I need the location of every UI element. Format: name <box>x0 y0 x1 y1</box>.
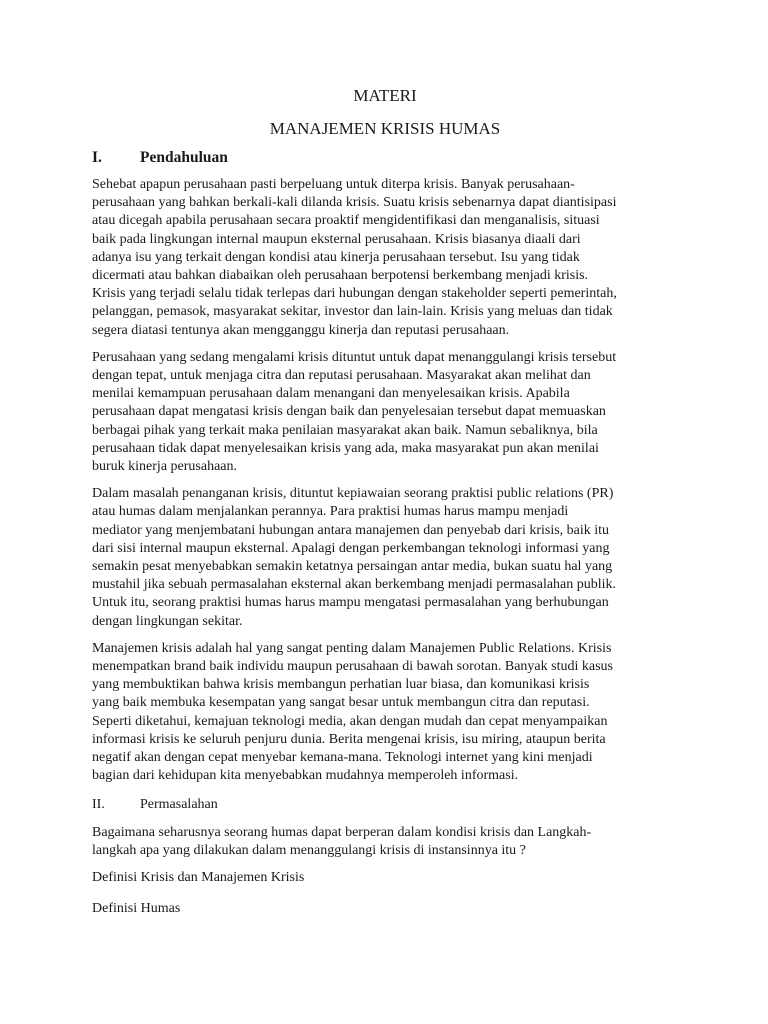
paragraph-line: menempatkan brand baik individu maupun perusahaan di bawah sorotan. Banyak studi kasus <box>92 659 613 675</box>
section-number: II. <box>92 796 105 812</box>
paragraph-line: mustahil jika sebuah permasalahan eksternal akan berkembang menjadi permasalahan publik. <box>92 577 617 593</box>
intro-paragraphs <box>92 176 678 786</box>
subheading-definisi-krisis: Definisi Krisis dan Manajemen Krisis <box>92 869 305 885</box>
body-paragraph <box>92 176 678 340</box>
paragraph-line: perusahaan dapat mengatasi krisis dengan baik dan penyelesaian tersebut dapat memuaskan <box>92 404 606 420</box>
body-paragraph <box>92 640 678 786</box>
paragraph-line: yang baik membuka kesempatan yang sangat besar untuk membangun citra dan reputasi. <box>92 695 590 711</box>
permasalahan-paragraph <box>92 824 678 860</box>
paragraph-line: bagian dari kehidupan kita menyebabkan mudahnya memperoleh informasi. <box>92 768 519 784</box>
body-paragraph <box>92 485 678 631</box>
section-number: I. <box>92 149 102 166</box>
paragraph-line: berbagai pihak yang terkait maka penilaian masyarakat akan baik. Namun sebaliknya, bila <box>92 422 598 438</box>
paragraph-line: baik pada lingkungan internal maupun eksternal perusahaan. Krisis biasanya diaali dari <box>92 231 581 247</box>
paragraph-line: adanya isu yang terkait dengan kondisi atau kinerja perusahaan tersebut. Isu yang tidak <box>92 249 580 265</box>
section-heading-permasalahan <box>92 795 678 815</box>
paragraph-line: informasi krisis ke seluruh penjuru dunia. Berita mengenai krisis, isu miring, ataupun berita <box>92 731 606 747</box>
paragraph-line: menilai kemampuan perusahaan dalam menangani dan menyelesaikan krisis. Apabila <box>92 386 570 402</box>
paragraph-line: Untuk itu, seorang praktisi humas harus mampu mengatasi permasalahan yang berhubungan <box>92 595 609 611</box>
paragraph-line: semakin pesat menyebabkan semakin ketatnya persaingan antar media, bukan suatu hal yang <box>92 559 613 575</box>
paragraph-line: buruk kinerja perusahaan. <box>92 459 237 475</box>
paragraph-line: dari sisi internal maupun eksternal. Apalagi dengan perkembangan teknologi informasi yang <box>92 540 610 556</box>
paragraph-line: Sehebat apapun perusahaan pasti berpeluang untuk diterpa krisis. Banyak perusahaan- <box>92 177 575 192</box>
paragraph-line: Krisis yang terjadi selalu tidak terlepas dari hubungan dengan stakeholder seperti pemerintah, <box>92 286 617 302</box>
paragraph-line: perusahaan tidak dapat menyelesaikan krisis yang ada, maka masyarakat pun akan menilai <box>92 440 599 456</box>
document-page <box>92 86 678 931</box>
section-title: Pendahuluan <box>140 149 228 166</box>
body-paragraph <box>92 349 678 476</box>
paragraph-line: yang membuktikan bahwa krisis membangun perhatian luar biasa, dan komunikasi krisis <box>92 677 590 693</box>
paragraph-line: pelanggan, pemasok, masyarakat sekitar, investor dan lain-lain. Krisis yang meluas dan tidak <box>92 304 613 320</box>
paragraph-line: Dalam masalah penanganan krisis, dituntut kepiawaian seorang praktisi public relations (PR) <box>92 486 614 502</box>
paragraph-line: dicermati atau bahkan diabaikan oleh perusahaan berpotensi berkembang menjadi krisis. <box>92 268 589 284</box>
paragraph-line: Seperti diketahui, kemajuan teknologi media, akan dengan mudah dan cepat menyampaikan <box>92 713 608 729</box>
paragraph-line: Bagaimana seharusnya seorang humas dapat berperan dalam kondisi krisis dan Langkah- <box>92 824 592 840</box>
paragraph-line: dengan tepat, untuk menjaga citra dan reputasi perusahaan. Masyarakat akan melihat dan <box>92 368 591 384</box>
paragraph-line: segera diatasi tentunya akan mengganggu kinerja dan reputasi perusahaan. <box>92 322 510 338</box>
document-title-line1: MATERI <box>353 86 417 105</box>
paragraph-line: dengan lingkungan sekitar. <box>92 613 243 629</box>
paragraph-line: atau humas dalam menjalankan perannya. Para praktisi humas harus mampu menjadi <box>92 504 569 520</box>
paragraph-line: Manajemen krisis adalah hal yang sangat penting dalam Manajemen Public Relations. Krisis <box>92 640 612 656</box>
paragraph-line: perusahaan yang bahkan berkali-kali dilanda krisis. Suatu krisis sebenarnya dapat diantisipasi <box>92 195 617 211</box>
paragraph-line: langkah apa yang dilakukan dalam menanggulangi krisis di instansinnya itu ? <box>92 842 526 858</box>
paragraph-line: Perusahaan yang sedang mengalami krisis dituntut untuk dapat menanggulangi krisis tersebut <box>92 349 617 365</box>
document-title-line2: MANAJEMEN KRISIS HUMAS <box>269 119 501 138</box>
paragraph-line: negatif akan dengan cepat menyebar kemana-mana. Teknologi internet yang kini menjadi <box>92 750 593 766</box>
section-title: Permasalahan <box>140 796 218 812</box>
paragraph-line: mediator yang menjembatani hubungan antara manajemen dan penyebab dari krisis, baik itu <box>92 522 610 538</box>
subheading-definisi-humas: Definisi Humas <box>92 900 181 916</box>
section-heading-pendahuluan <box>92 148 678 168</box>
paragraph-line: atau dicegah apabila perusahaan secara proaktif mengidentifikasi dan menganalisis, situasi <box>92 213 600 229</box>
